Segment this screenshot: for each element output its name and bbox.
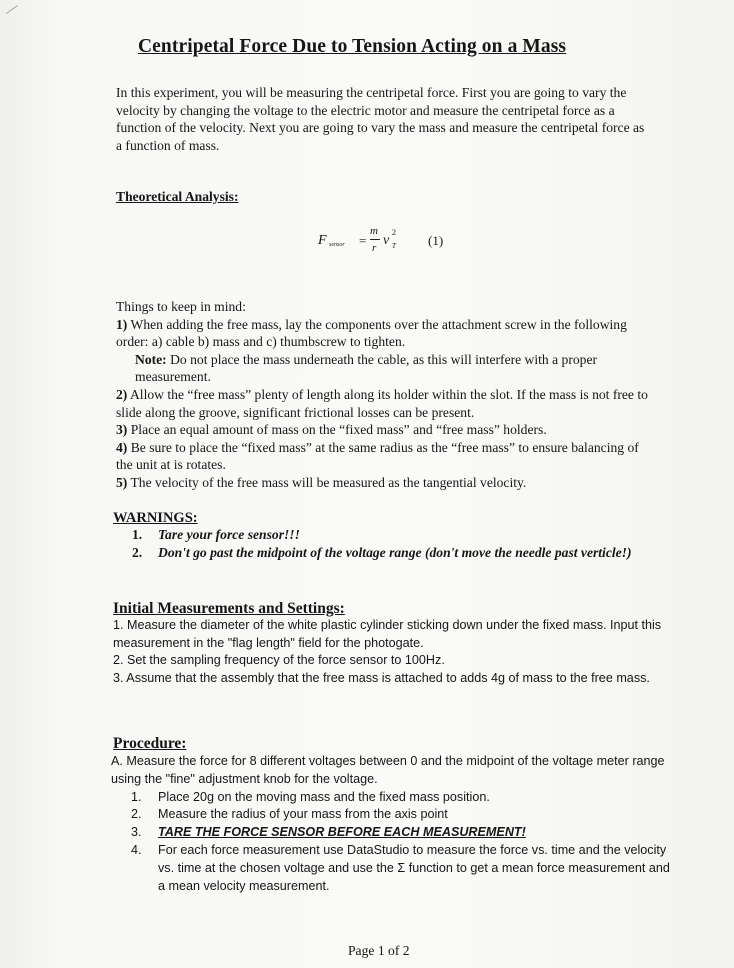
procedure-section [111, 753, 671, 895]
document-title: Centripetal Force Due to Tension Acting on a Mass [138, 36, 567, 57]
step-number: 1. [131, 789, 142, 804]
warnings-heading: WARNINGS: [113, 510, 198, 526]
item-text: Allow the “free mass” plenty of length along its holder within the slot. If the mass is not free to slide along the groove, significant frictional losses can be present. [116, 386, 648, 420]
initial-measurements-list [113, 617, 663, 687]
formula-force-subscript: sensor [329, 242, 345, 248]
things-item-1 [116, 316, 656, 351]
procedure-step [111, 806, 671, 824]
formula-velocity-subscript: T [392, 242, 396, 250]
formula-fraction-bar [370, 239, 380, 240]
things-intro: Things to keep in mind: [116, 299, 246, 314]
item-number: 1) [116, 316, 128, 332]
step-text: For each force measurement use DataStudio to measure the force vs. time and the velocity vs. time at the chosen voltage and use the Σ function to get a mean force measurement and a mean velocity measurement. [158, 842, 670, 893]
formula-velocity-symbol: v [383, 233, 390, 248]
procedure-step [111, 842, 671, 895]
corner-staple-mark [0, 0, 18, 14]
centripetal-force-equation [318, 225, 468, 261]
warning-text: Don't go past the midpoint of the voltage range (don't move the needle past verticle!) [158, 545, 632, 560]
step-text: TARE THE FORCE SENSOR BEFORE EACH MEASUREMENT! [158, 825, 526, 840]
things-item-3 [116, 421, 656, 439]
procedure-step [111, 824, 671, 842]
procedure-intro: A. Measure the force for 8 different voltages between 0 and the midpoint of the voltage meter range using the "fine" adjustment knob for the voltage. [111, 754, 665, 786]
procedure-heading: Procedure: [113, 735, 187, 752]
warning-number: 2. [132, 545, 143, 560]
formula-velocity-exponent: 2 [392, 228, 396, 237]
step-number: 4. [131, 842, 142, 857]
warnings-list [132, 526, 652, 562]
intro-paragraph: In this experiment, you will be measuring the centripetal force. First you are going to vary the velocity by changing the voltage to the electric motor and measure the centripetal force as a function of the velocity. Next you are going to vary the mass and measure the centripetal force as a function of mass. [116, 85, 645, 153]
things-to-keep-in-mind [116, 298, 656, 492]
note-label: Note: [135, 351, 167, 367]
things-item-4 [116, 439, 656, 474]
formula-denominator: r [372, 242, 377, 254]
item-number: 3) [116, 422, 128, 438]
note-text: Do not place the mass underneath the cable, as this will interfere with a proper measurement. [135, 351, 598, 385]
warning-text: Tare your force sensor!!! [158, 527, 300, 542]
item-number: 2) [116, 386, 128, 402]
warning-item [132, 544, 652, 562]
item-text: When adding the free mass, lay the components over the attachment screw in the following order: a) cable b) mass and c) thumbscrew to tighten. [116, 316, 627, 350]
item-text: Place an equal amount of mass on the “fixed mass” and “free mass” holders. [130, 422, 547, 438]
formula-force-symbol: F [318, 233, 327, 248]
step-text: Measure the radius of your mass from the axis point [158, 807, 448, 822]
item-number: 5) [116, 474, 128, 490]
things-item-5 [116, 474, 656, 492]
things-item-2 [116, 386, 656, 421]
item-text: Be sure to place the “fixed mass” at the same radius as the “free mass” to ensure balancing of the unit at is rotates. [116, 439, 639, 473]
warning-number: 1. [132, 527, 143, 542]
warning-item [132, 526, 652, 544]
step-number: 2. [131, 807, 142, 822]
theoretical-analysis-heading: Theoretical Analysis: [116, 189, 239, 204]
item-text: The velocity of the free mass will be measured as the tangential velocity. [130, 474, 527, 490]
formula-equals: = [359, 233, 367, 248]
equation-number: (1) [428, 233, 444, 248]
formula-numerator: m [370, 225, 378, 237]
step-number: 3. [131, 825, 142, 840]
note [116, 351, 656, 386]
procedure-step [111, 789, 671, 807]
initial-item-1: 1. Measure the diameter of the white plastic cylinder sticking down under the fixed mass. Input this measurement in the "flag length" field for the photogate. [113, 618, 662, 650]
initial-measurements-heading: Initial Measurements and Settings: [113, 600, 345, 617]
initial-item-2: 2. Set the sampling frequency of the force sensor to 100Hz. [113, 653, 445, 668]
step-text: Place 20g on the moving mass and the fixed mass position. [158, 789, 490, 804]
page-number: Page 1 of 2 [348, 943, 410, 958]
item-number: 4) [116, 439, 128, 455]
initial-item-3: 3. Assume that the assembly that the free mass is attached to adds 4g of mass to the free mass. [113, 670, 650, 685]
